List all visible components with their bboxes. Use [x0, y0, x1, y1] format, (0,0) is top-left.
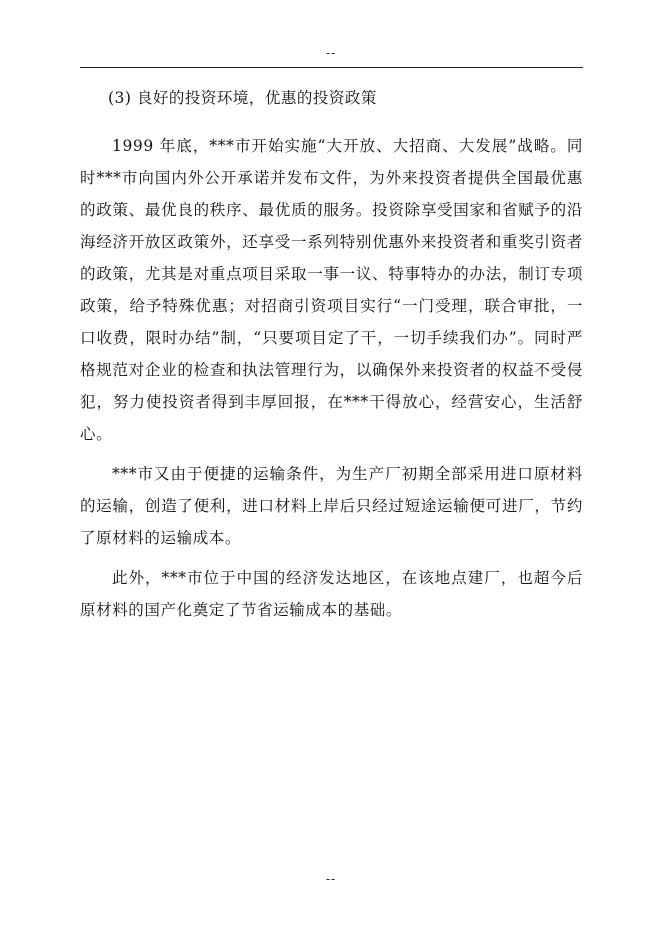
paragraph-investment-policy: 1999 年底，***市开始实施“大开放、大招商、大发展”战略。同时***市向国内外公开承诺并发布文件，为外来投资者提供全国最优惠的政策、最优良的秩序、最优质的服务。投资除享受国家和省赋予的沿海经济开放区政策外，还享受一系列特别优惠外来投资者和重奖引资者的政策，尤其是对重点项目采取一事一议、特事特办的办法，制订专项政策，给予特殊优惠；对招商引资项目实行“一门受理，联合审批，一口收费，限时办结”制，“只要项目定了干，一切手续我们办”。同时严格规范对企业的检查和执法管理行为，以确保外来投资者的权益不受侵犯，努力使投资者得到丰厚回报，在***干得放心，经营安心，生活舒心。 — [80, 137, 583, 443]
page-footer-mark: -- — [325, 872, 337, 886]
page-header-mark: -- — [325, 46, 337, 60]
header-divider — [80, 67, 583, 68]
section-heading: (3) 良好的投资环境，优惠的投资政策 — [108, 89, 377, 107]
document-body — [80, 86, 583, 626]
paragraph-transport-conditions: ***市又由于便捷的运输条件，为生产厂初期全部采用进口原材料的运输，创造了便利，进口材料上岸后只经过短途运输便可进厂，节约了原材料的运输成本。 — [80, 465, 583, 547]
paragraph-economic-region: 此外，***市位于中国的经济发达地区，在该地点建厂，也超今后原材料的国产化奠定了节省运输成本的基础。 — [80, 569, 583, 619]
